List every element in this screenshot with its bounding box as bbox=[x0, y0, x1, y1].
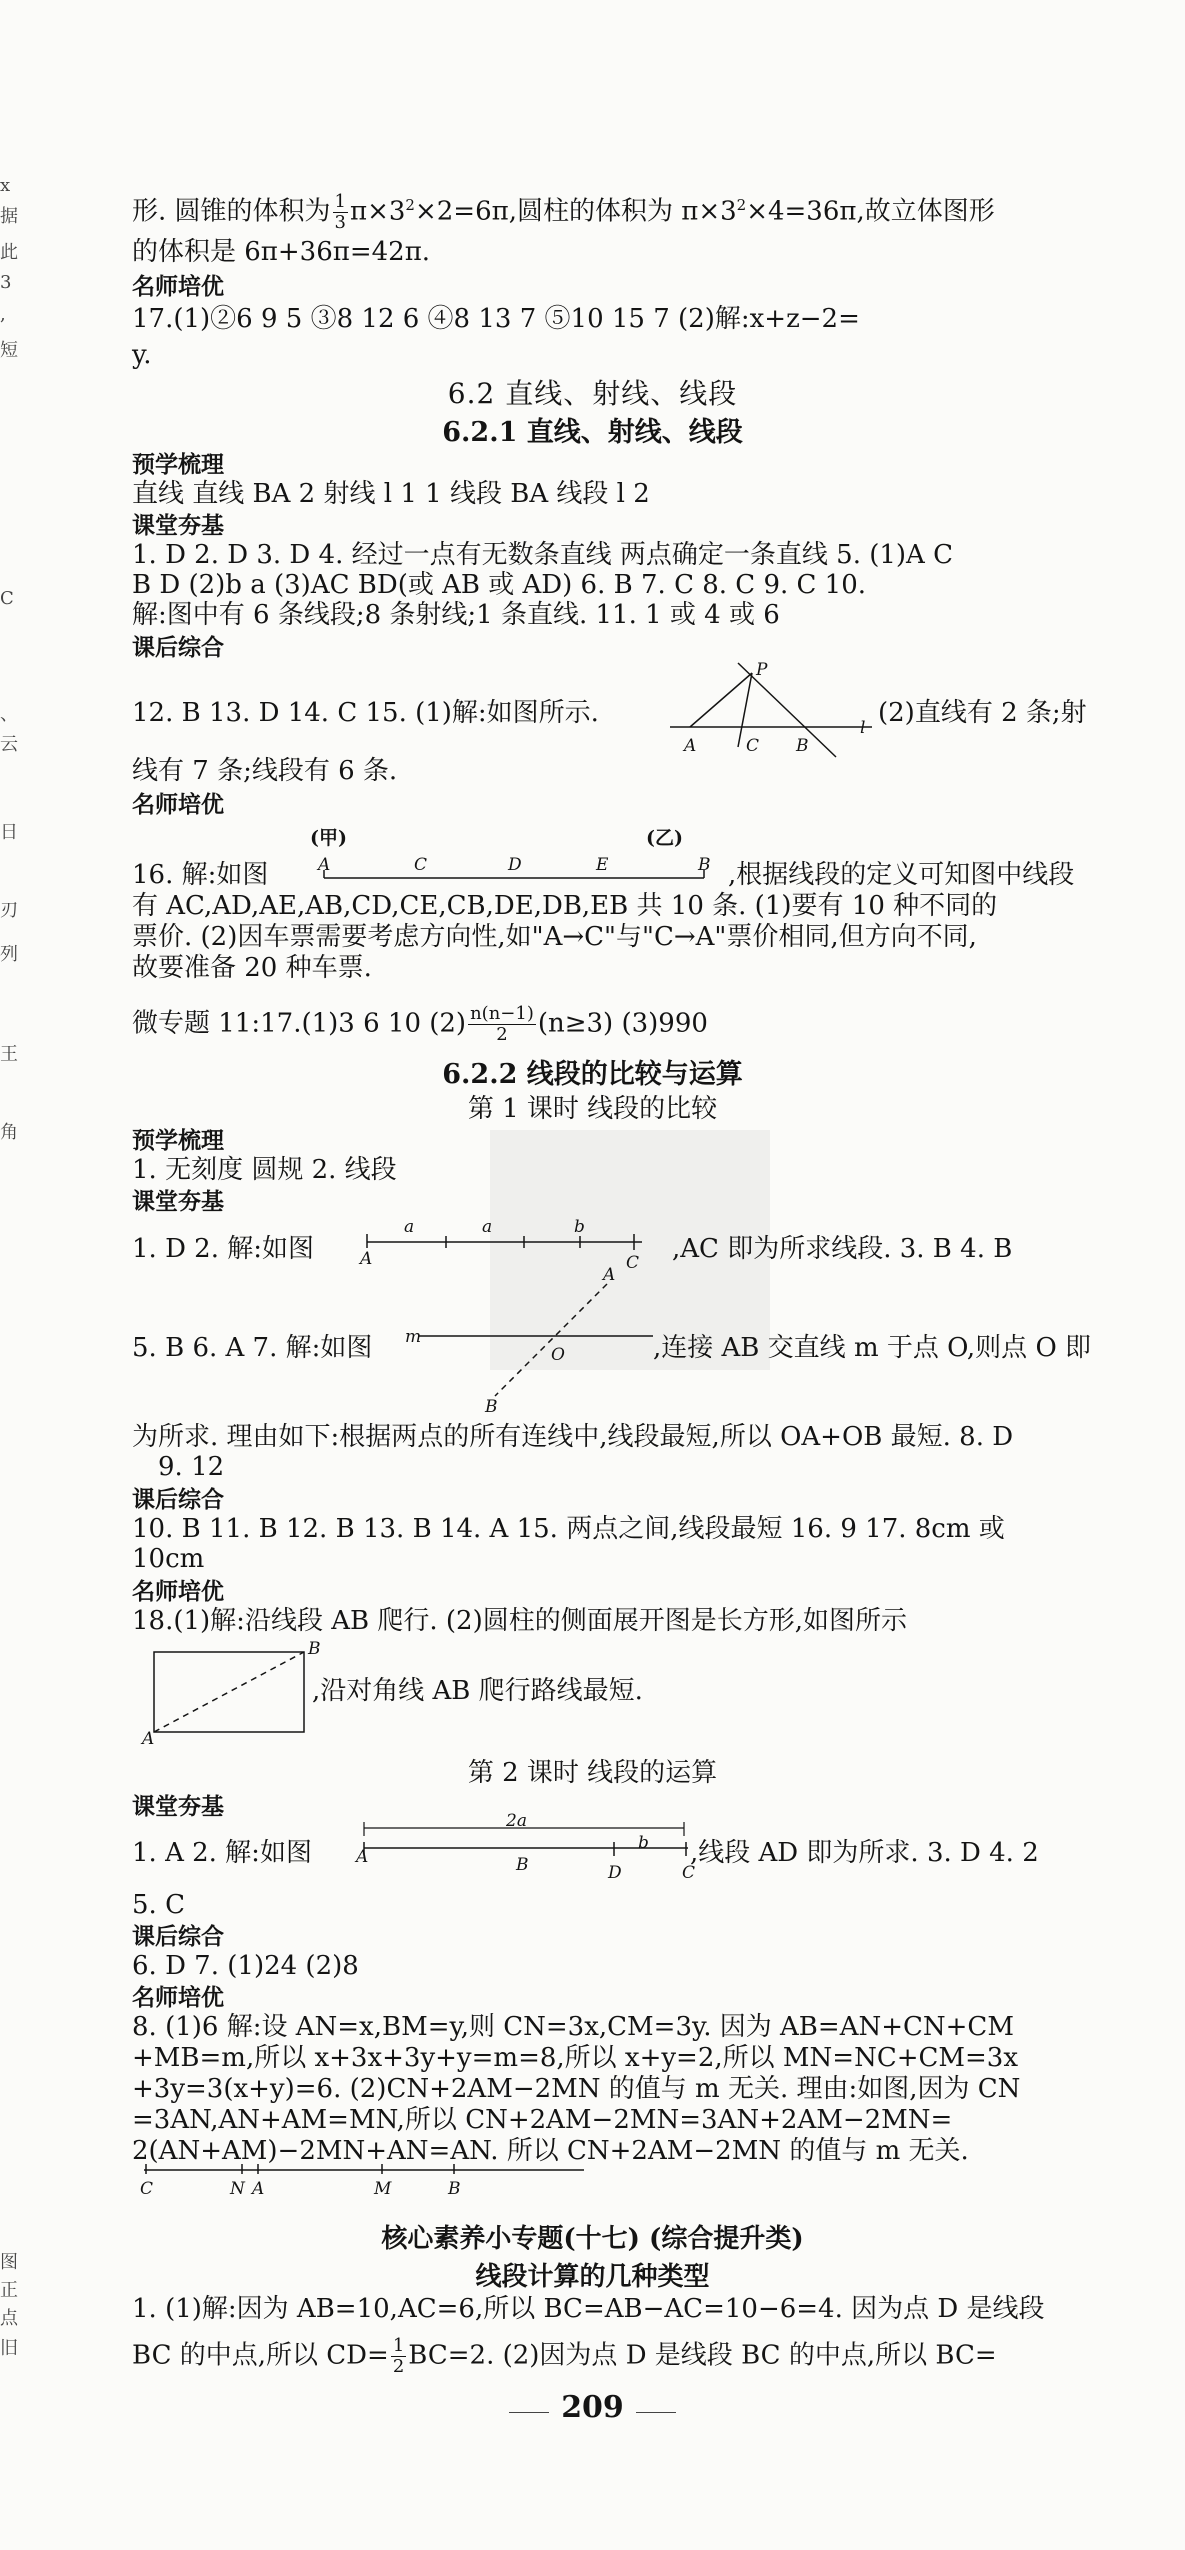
label-N: N bbox=[230, 2179, 245, 2199]
label-O: O bbox=[551, 1345, 565, 1365]
text-line: 18.(1)解:沿线段 AB 爬行. (2)圆柱的侧面展开图是长方形,如图所示 bbox=[132, 1606, 907, 1636]
text-line: 1. (1)解:因为 AB=10,AC=6,所以 BC=AB−AC=10−6=4. 因为点 D 是线段 bbox=[132, 2294, 1045, 2324]
label-D: D bbox=[608, 1863, 622, 1883]
edge-char: 王 bbox=[0, 1044, 18, 1065]
text-line: 16. 解:如图 bbox=[132, 860, 269, 890]
text-line: 8. (1)6 解:设 AN=x,BM=y,则 CN=3x,CM=3y. 因为 AB=AN+CN+CM bbox=[132, 2012, 1014, 2042]
edge-char: 此 bbox=[0, 242, 18, 263]
figure-segment-operation bbox=[356, 1811, 696, 1884]
label-C: C bbox=[682, 1863, 696, 1883]
section-title: 6.2 直线、射线、线段 bbox=[447, 377, 738, 410]
text-line: ,AC 即为所求线段. 3. B 4. B bbox=[672, 1234, 1013, 1264]
figure-16-line bbox=[310, 826, 730, 886]
subsection-title: 6.2.2 线段的比较与运算 bbox=[442, 1059, 743, 1090]
text-line: 1. D 2. D 3. D 4. 经过一点有无数条直线 两点确定一条直线 5. (1)A C bbox=[132, 540, 953, 570]
edge-char: C bbox=[0, 588, 14, 609]
text-line: 1. D 2. 解:如图 bbox=[132, 1234, 315, 1264]
edge-char: 云 bbox=[0, 734, 18, 755]
label-jia: (甲) bbox=[310, 827, 347, 849]
label-2a: 2a bbox=[506, 1811, 527, 1831]
label-D: D bbox=[508, 855, 522, 875]
edge-char: 日 bbox=[0, 822, 18, 843]
edge-char: , bbox=[0, 304, 6, 325]
lesson-title: 第 2 课时 线段的运算 bbox=[467, 1758, 718, 1788]
lesson-title: 第 1 课时 线段的比较 bbox=[467, 1094, 718, 1124]
label-M: M bbox=[374, 2179, 392, 2199]
label-C: C bbox=[626, 1253, 640, 1273]
label-A: A bbox=[142, 1729, 155, 1749]
text-line: 6. D 7. (1)24 (2)8 bbox=[132, 1951, 359, 1981]
text-line: 10. B 11. B 12. B 13. B 14. A 15. 两点之间,线段最短 16. 9 17. 8cm 或 bbox=[132, 1514, 1005, 1544]
label-C: C bbox=[746, 736, 760, 756]
heading-mingshi: 名师培优 bbox=[132, 1985, 224, 2011]
text-line: 17.(1)②6 9 5 ③8 12 6 ④8 13 7 ⑤10 15 7 (2)解:x+z−2= bbox=[132, 304, 860, 334]
text-line: +MB=m,所以 x+3x+3y+y=m=8,所以 x+y=2,所以 MN=NC+CM=3x bbox=[132, 2043, 1019, 2073]
label-l: l bbox=[860, 718, 866, 738]
figure-18-rectangle bbox=[140, 1639, 321, 1749]
heading-mingshi: 名师培优 bbox=[132, 1579, 224, 1605]
label-b: b bbox=[638, 1833, 649, 1853]
label-B: B bbox=[516, 1855, 529, 1875]
topic-title: 核心素养小专题(十七) (综合提升类) bbox=[381, 2224, 804, 2254]
heading-kehou: 课后综合 bbox=[132, 1924, 224, 1950]
label-A: A bbox=[360, 1249, 373, 1269]
heading-ketang: 课堂夯基 bbox=[132, 513, 224, 539]
text-line: 10cm bbox=[132, 1544, 205, 1574]
text-line: ,线段 AD 即为所求. 3. D 4. 2 bbox=[690, 1838, 1039, 1868]
label-a: a bbox=[482, 1217, 493, 1237]
text-line: =3AN,AN+AM=MN,所以 CN+2AM−2MN=3AN+2AM−2MN= bbox=[132, 2105, 953, 2135]
label-A: A bbox=[356, 1847, 369, 1867]
label-a: a bbox=[404, 1217, 415, 1237]
edge-char: 旧 bbox=[0, 2338, 18, 2359]
text-line: y. bbox=[132, 340, 152, 370]
label-m: m bbox=[405, 1327, 422, 1347]
fraction-one-half: $\frac{1}{2}$ bbox=[392, 2335, 405, 2377]
label-A: A bbox=[603, 1265, 616, 1285]
label-A: A bbox=[684, 736, 697, 756]
label-A: A bbox=[252, 2179, 265, 2199]
text-line: ,根据线段的定义可知图中线段 bbox=[728, 860, 1075, 890]
text-line: 的体积是 6π+36π=42π. bbox=[132, 237, 431, 267]
label-yi: (乙) bbox=[646, 827, 683, 849]
figure-7-line-m bbox=[405, 1265, 665, 1417]
figure-8-line bbox=[134, 2162, 594, 2202]
text-line: (2)直线有 2 条;射 bbox=[878, 698, 1087, 728]
text-line: 1. 无刻度 圆规 2. 线段 bbox=[132, 1155, 397, 1185]
figure-2-segments bbox=[362, 1212, 672, 1272]
label-B: B bbox=[698, 855, 711, 875]
edge-char: 列 bbox=[0, 944, 18, 965]
label-B: B bbox=[796, 736, 809, 756]
text-line: +3y=3(x+y)=6. (2)CN+2AM−2MN 的值与 m 无关. 理由:如图,因为 CN bbox=[132, 2074, 1021, 2104]
edge-char: 角 bbox=[0, 1122, 18, 1143]
heading-yuxue: 预学梳理 bbox=[132, 1128, 224, 1154]
heading-kehou: 课后综合 bbox=[132, 1487, 224, 1513]
label-E: E bbox=[596, 855, 609, 875]
fraction-n-n-minus-1-over-2: $\frac{n(n-1)}{2}$ bbox=[470, 1003, 534, 1045]
text-line: 票价. (2)因车票需要考虑方向性,如"A→C"与"C→A"票价相同,但方向不同, bbox=[132, 922, 977, 952]
text-line: 微专题 11:17.(1)3 6 10 (2) $\frac{n(n-1)}{2}$ (n≥3) (3)990 bbox=[132, 1003, 708, 1045]
edge-char: 图 bbox=[0, 2252, 18, 2273]
text-line: ,连接 AB 交直线 m 于点 O,则点 O 即 bbox=[653, 1333, 1092, 1363]
heading-ketang: 课堂夯基 bbox=[132, 1189, 224, 1215]
label-C: C bbox=[414, 855, 428, 875]
edge-char: 据 bbox=[0, 206, 18, 227]
label-A: A bbox=[318, 855, 331, 875]
text-line: 解:图中有 6 条线段;8 条射线;1 条直线. 11. 1 或 4 或 6 bbox=[132, 600, 780, 630]
label-P: P bbox=[756, 660, 768, 680]
text-line: B D (2)b a (3)AC BD(或 AB 或 AD) 6. B 7. C 8. C 9. C 10. bbox=[132, 570, 867, 600]
text-line: 2(AN+AM)−2MN+AN=AN. 所以 CN+2AM−2MN 的值与 m 无关. bbox=[132, 2136, 969, 2166]
text-line: 5. B 6. A 7. 解:如图 bbox=[132, 1333, 373, 1363]
heading-yuxue: 预学梳理 bbox=[132, 452, 224, 478]
heading-kehou: 课后综合 bbox=[132, 635, 224, 661]
heading-ketang: 课堂夯基 bbox=[132, 1794, 224, 1820]
edge-char: 点 bbox=[0, 2308, 18, 2329]
heading-mingshi: 名师培优 bbox=[132, 792, 224, 818]
text-line: 为所求. 理由如下:根据两点的所有连线中,线段最短,所以 OA+OB 最短. 8. D bbox=[132, 1422, 1014, 1452]
text-line: 线有 7 条;线段有 6 条. bbox=[132, 756, 398, 786]
edge-char: 、 bbox=[0, 704, 18, 725]
text-line: 5. C bbox=[132, 1890, 185, 1920]
text-line: 1. A 2. 解:如图 bbox=[132, 1838, 312, 1868]
page-number: 209 bbox=[0, 2390, 1185, 2425]
subsection-title: 6.2.1 直线、射线、线段 bbox=[442, 417, 743, 448]
text-line: ,沿对角线 AB 爬行路线最短. bbox=[312, 1676, 643, 1706]
heading-mingshi: 名师培优 bbox=[132, 274, 224, 300]
text-line: 形. 圆锥的体积为 $\frac{1}{3}$ $\pi\times 3^2\times 2=6\pi$,圆柱的体积为 $\pi\times 3^2\times 4=36\pi$,故立体图形 bbox=[132, 191, 995, 234]
text-line: 12. B 13. D 14. C 15. (1)解:如图所示. bbox=[132, 698, 599, 728]
edge-char: 正 bbox=[0, 2280, 18, 2301]
edge-char: x bbox=[0, 175, 11, 196]
text-line: 故要准备 20 种车票. bbox=[132, 953, 372, 983]
edge-char: 3 bbox=[0, 272, 12, 293]
edge-char: 短 bbox=[0, 340, 18, 361]
text-line: BC 的中点,所以 CD= $\frac{1}{2}$ BC=2. (2)因为点 D 是线段 BC 的中点,所以 BC= bbox=[132, 2335, 997, 2377]
fraction-one-third: $\frac{1}{3}$ bbox=[334, 191, 346, 234]
label-B: B bbox=[308, 1639, 321, 1659]
figure-15-lines bbox=[660, 655, 890, 765]
label-B: B bbox=[485, 1397, 498, 1417]
text-line: 9. 12 bbox=[158, 1452, 225, 1482]
text-line: 有 AC,AD,AE,AB,CD,CE,CB,DE,DB,EB 共 10 条. (1)要有 10 种不同的 bbox=[132, 891, 998, 921]
topic-subtitle: 线段计算的几种类型 bbox=[475, 2262, 710, 2292]
label-b: b bbox=[574, 1217, 585, 1237]
edge-char: 刃 bbox=[0, 900, 18, 921]
label-C: C bbox=[140, 2179, 154, 2199]
label-B: B bbox=[448, 2179, 461, 2199]
text-line: 直线 直线 BA 2 射线 l 1 1 线段 BA 线段 l 2 bbox=[132, 479, 650, 509]
